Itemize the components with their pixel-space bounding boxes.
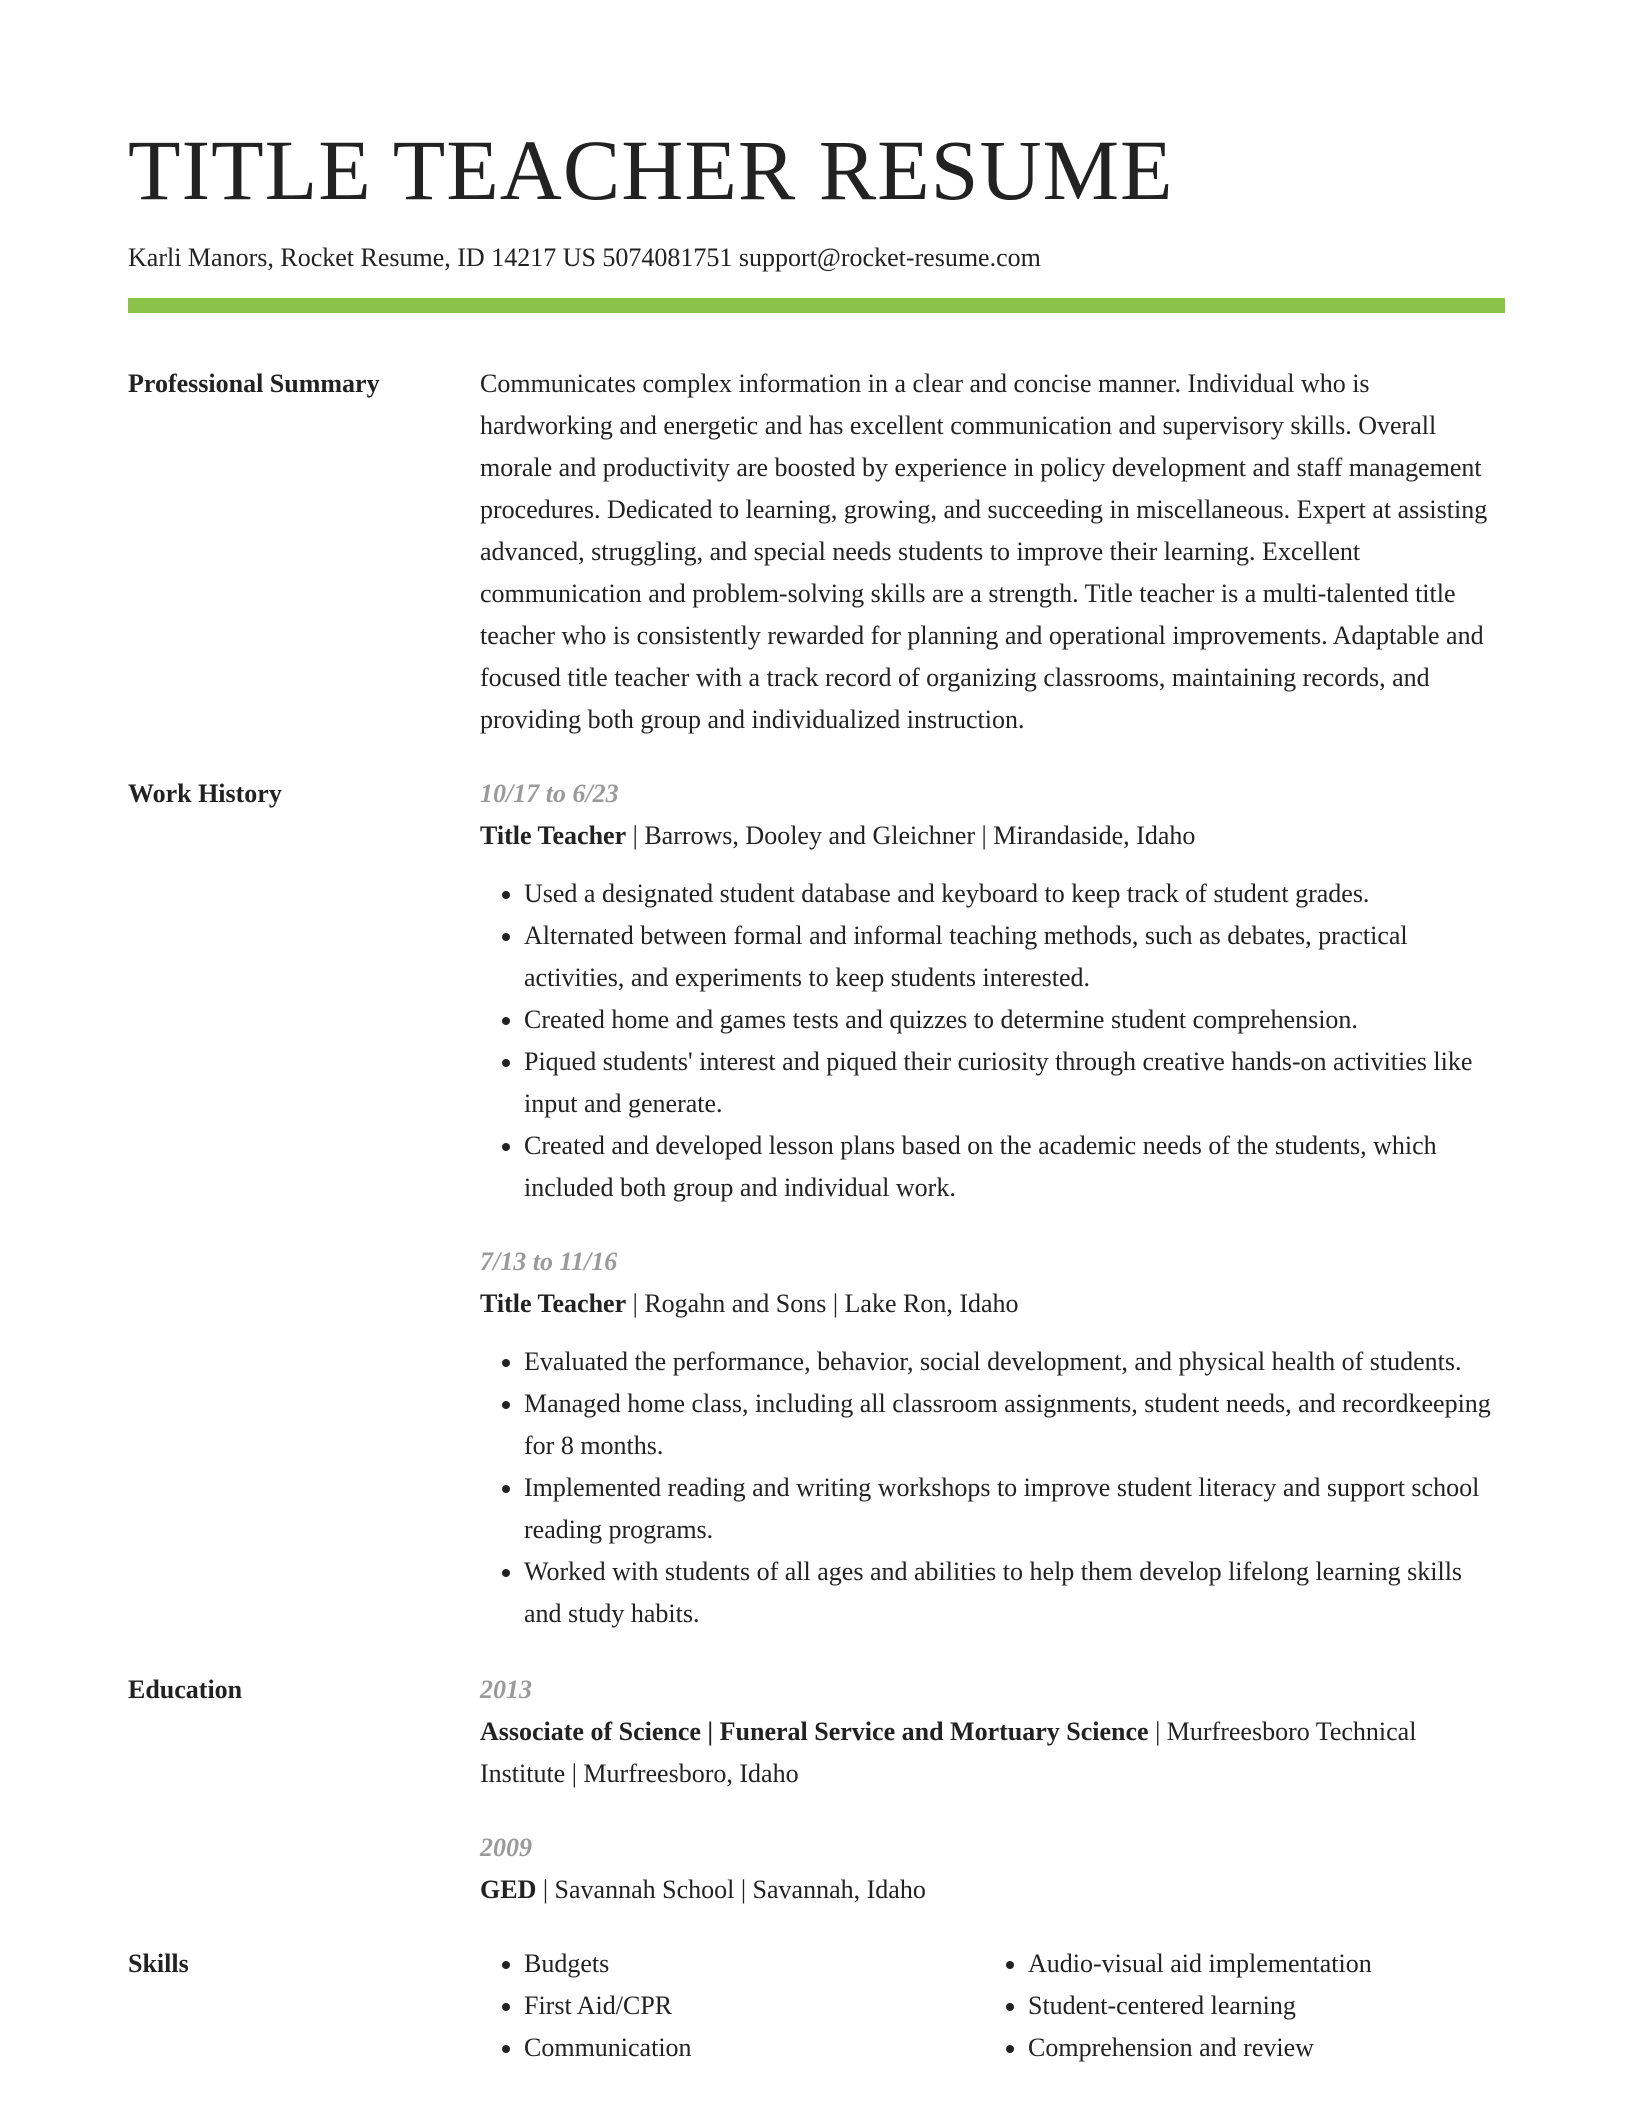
job-details: | Barrows, Dooley and Gleichner | Mirandaside, Idaho [626,821,1196,850]
job-bullet-list [480,873,1505,1209]
job-entry [480,1241,1505,1635]
section-skills [128,1943,1505,2069]
section-label-summary: Professional Summary [128,369,380,398]
section-label-skills: Skills [128,1949,189,1978]
job-bullet: • Managed home class, including all classroom assignments, student needs, and recordkeeping for 8 months. [524,1383,1505,1467]
job-bullet: • Piqued students' interest and piqued their curiosity through creative hands-on activities like input and generate. [524,1041,1505,1125]
skills-list-right [984,1943,1488,2069]
education-entries [480,1669,1505,1911]
job-bullet: • Worked with students of all ages and abilities to help them develop lifelong learning skills and study habits. [524,1551,1505,1635]
skill-item: • Comprehension and review [1028,2027,1488,2069]
education-year: 2013 [480,1675,532,1704]
job-title: Title Teacher [480,1289,627,1318]
contact-line: Karli Manors, Rocket Resume, ID 14217 US 5074081751 support@rocket-resume.com [128,243,1041,272]
education-details: | Murfreesboro Technical Institute | Murfreesboro, Idaho [480,1717,1417,1788]
skill-item: • Student-centered learning [1028,1985,1488,2027]
skill-item: • Budgets [524,1943,984,1985]
skill-item: • First Aid/CPR [524,1985,984,2027]
education-entry [480,1669,1505,1795]
job-dates: 10/17 to 6/23 [480,779,619,808]
education-heading [480,1711,1505,1795]
summary-text: Communicates complex information in a clear and concise manner. Individual who is hardworking and energetic and has excellent communication and supervisory skills. Overall morale and productivity are boosted by experience in policy development and staff management procedures. Dedicated to learning, growing, and succeeding in miscellaneous. Expert at assisting advanced, struggling, and special needs students to improve their learning. Excellent communication and problem-solving skills are a strength. Title teacher is a multi-talented title teacher who is consistently rewarded for planning and operational improvements. Adaptable and focused title teacher with a track record of organizing classrooms, maintaining records, and providing both group and individualized instruction. [480,369,1488,734]
skill-item: • Communication [524,2027,984,2069]
section-professional-summary [128,363,1505,741]
education-heading [480,1869,1505,1911]
job-bullet: • Implemented reading and writing workshops to improve student literacy and support school reading programs. [524,1467,1505,1551]
job-heading [480,815,1505,857]
education-degree: GED [480,1875,537,1904]
resume-page [128,0,1505,2069]
job-bullet: • Created home and games tests and quizzes to determine student comprehension. [524,999,1505,1041]
skills-columns [480,1943,1505,2069]
education-entry [480,1827,1505,1911]
section-label-education: Education [128,1675,243,1704]
job-bullet: • Used a designated student database and keyboard to keep track of student grades. [524,873,1505,915]
job-heading [480,1283,1505,1325]
section-work-history [128,773,1505,1635]
education-details: | Savannah School | Savannah, Idaho [536,1875,926,1904]
section-education [128,1669,1505,1911]
work-entries [480,773,1505,1635]
education-year: 2009 [480,1833,532,1862]
job-bullet: • Created and developed lesson plans based on the academic needs of the students, which included both group and individual work. [524,1125,1505,1209]
job-bullet: • Alternated between formal and informal teaching methods, such as debates, practical activities, and experiments to keep students interested. [524,915,1505,999]
skills-list-left [480,1943,984,2069]
job-bullet-list [480,1341,1505,1635]
job-dates: 7/13 to 11/16 [480,1247,618,1276]
education-degree: Associate of Science | Funeral Service and Mortuary Science [480,1717,1149,1746]
job-entry [480,773,1505,1209]
resume-title: TITLE TEACHER RESUME [128,122,1174,218]
job-bullet: • Evaluated the performance, behavior, social development, and physical health of students. [524,1341,1505,1383]
section-label-work: Work History [128,779,282,808]
job-title: Title Teacher [480,821,627,850]
job-details: | Rogahn and Sons | Lake Ron, Idaho [626,1289,1019,1318]
header-accent-rule [128,298,1505,313]
skill-item: • Audio-visual aid implementation [1028,1943,1488,1985]
